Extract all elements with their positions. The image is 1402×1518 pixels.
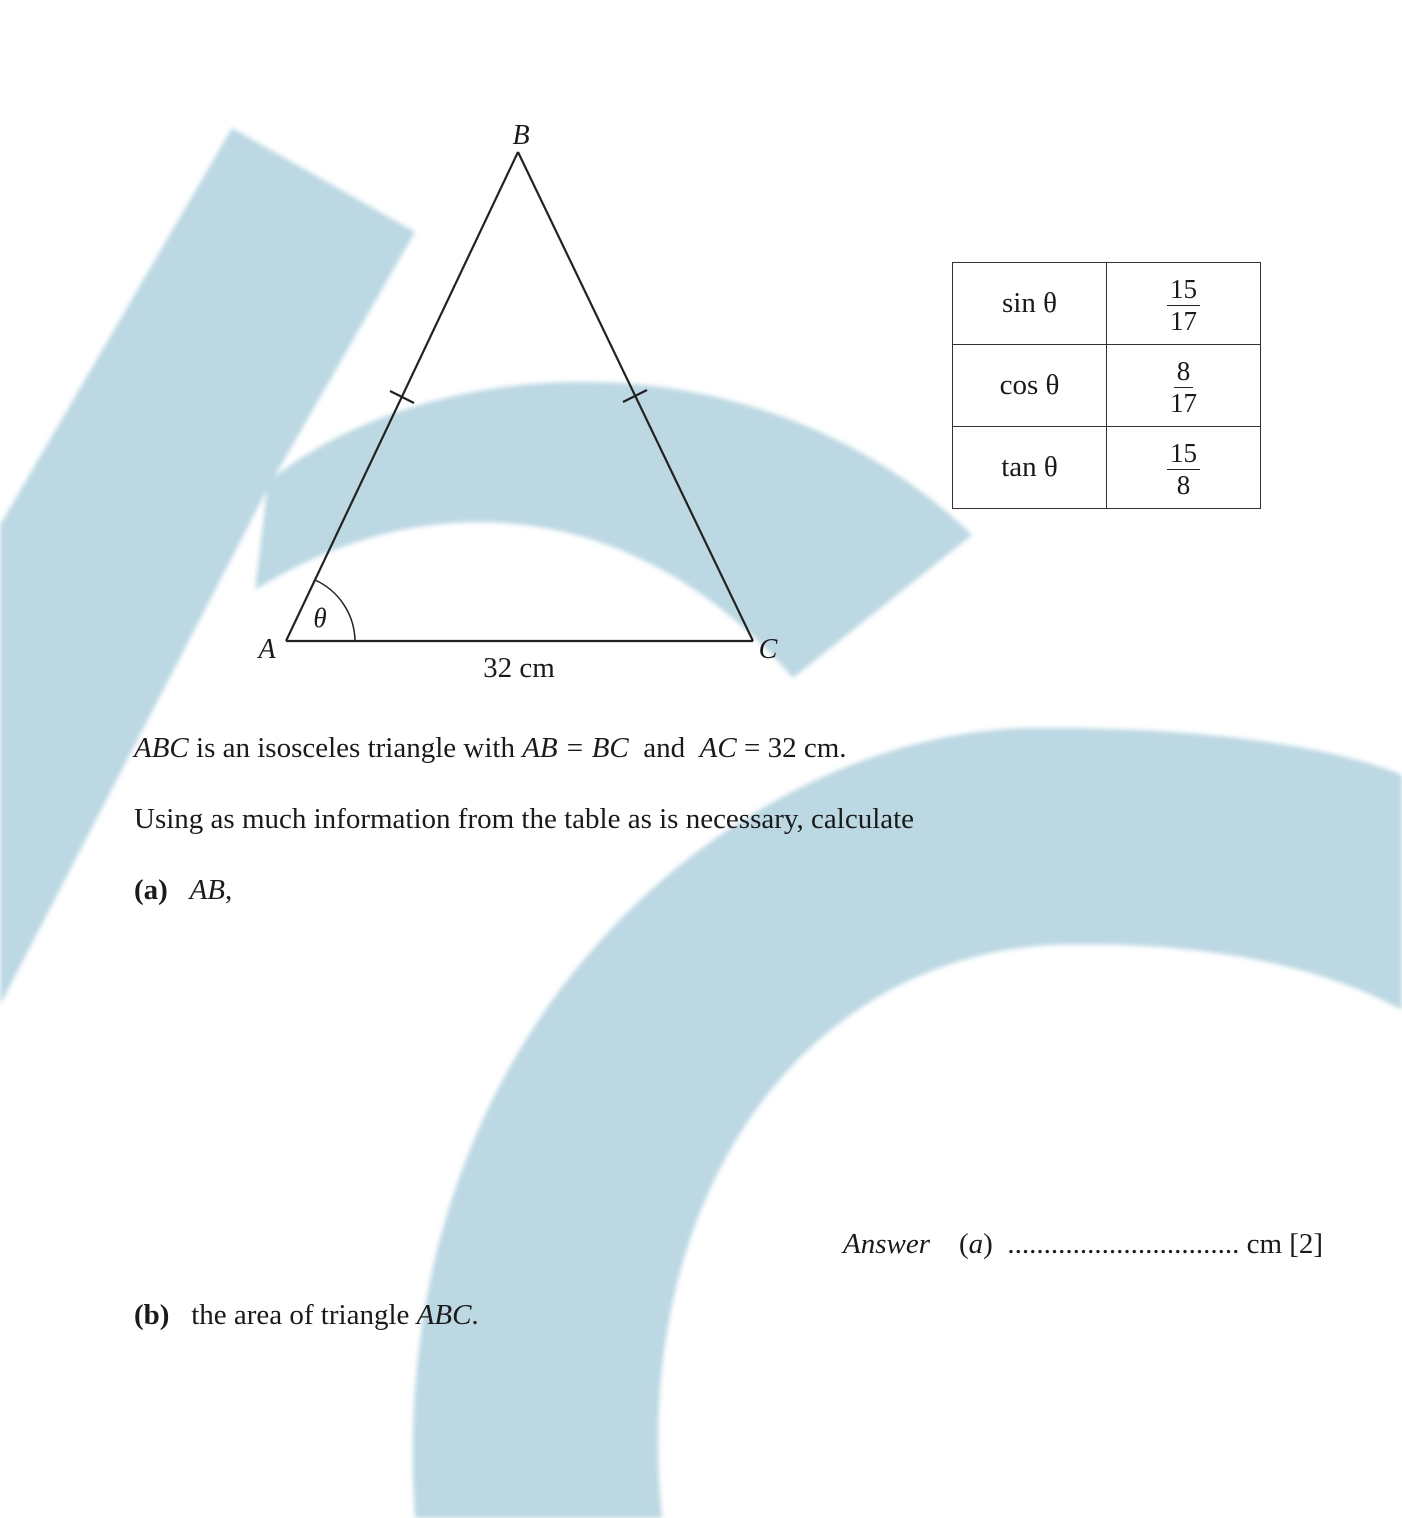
denominator: 8 (1176, 469, 1191, 500)
table-row (953, 263, 1261, 345)
answer-unit-marks: cm [2] (1246, 1228, 1324, 1260)
part-b-marker: (b) (134, 1299, 170, 1331)
question-stem (134, 732, 847, 765)
tick-mark-bc (623, 390, 647, 402)
answer-part-label: (a) (959, 1228, 993, 1260)
stem-ac: AC (699, 732, 737, 764)
function-cell: cos θ (953, 345, 1107, 427)
answer-word: Answer (843, 1228, 930, 1260)
stem-and: and (643, 732, 686, 764)
function-cell: tan θ (953, 427, 1107, 509)
vertex-a-label: A (258, 634, 276, 665)
table-row (953, 345, 1261, 427)
numerator: 15 (1167, 276, 1200, 306)
denominator: 17 (1170, 305, 1197, 336)
stem-ac-value: = 32 cm. (736, 732, 847, 764)
part-b-punct: . (471, 1299, 479, 1331)
function-cell: sin θ (953, 263, 1107, 345)
fraction (1167, 273, 1200, 336)
part-a-marker: (a) (134, 874, 168, 906)
value-cell (1107, 345, 1261, 427)
tick-mark-ab (390, 391, 414, 403)
numerator: 8 (1174, 358, 1194, 388)
table-row (953, 427, 1261, 509)
part-a-punct: , (225, 874, 233, 906)
vertex-c-label: C (758, 634, 778, 665)
part-a (134, 874, 232, 907)
answer-a-line (843, 1228, 1323, 1261)
numerator: 15 (1167, 440, 1200, 470)
angle-theta-label: θ (313, 603, 327, 633)
stem-abc: ABC (134, 732, 189, 764)
stem-ab-eq-bc: AB = BC (522, 732, 629, 764)
part-b (134, 1299, 479, 1332)
instruction-text: Using as much information from the table as is necessary, calculate (134, 803, 915, 835)
trig-ratio-table (952, 262, 1261, 509)
value-cell (1107, 263, 1261, 345)
stem-isosceles-text: is an isosceles triangle with (188, 732, 523, 764)
denominator: 17 (1170, 387, 1197, 418)
part-a-text: AB (189, 874, 226, 906)
value-cell (1107, 427, 1261, 509)
answer-blank-dots[interactable]: ................................ (1007, 1228, 1240, 1260)
base-length-label: 32 cm (483, 652, 555, 684)
fraction (1167, 437, 1200, 500)
vertex-b-label: B (512, 120, 530, 151)
part-b-text: the area of triangle (191, 1299, 417, 1331)
fraction (1167, 355, 1200, 418)
part-b-abc: ABC (416, 1299, 472, 1331)
